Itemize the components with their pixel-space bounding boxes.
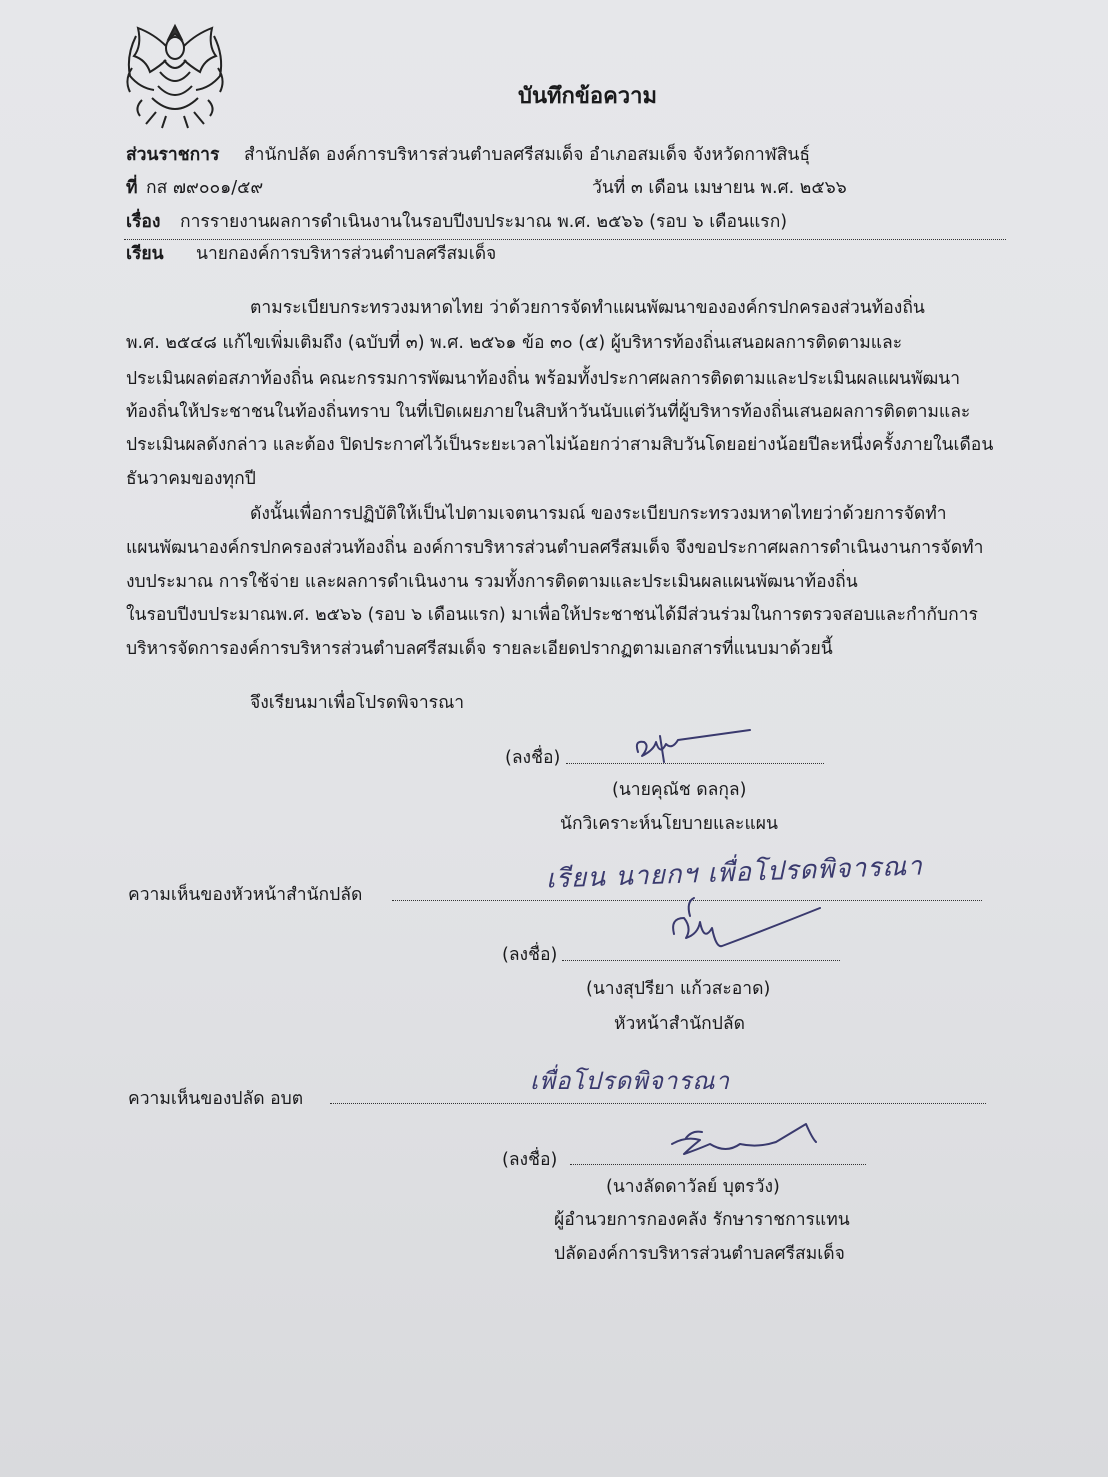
sign-label: (ลงชื่อ) [502,945,558,965]
signer-name: (นายคุณัช ดลกุล) [612,780,747,800]
opinion2-label: ความเห็นของปลัด อบต [128,1089,304,1109]
sign-label: (ลงชื่อ) [502,1150,558,1170]
signature-line [562,960,840,961]
signature-3 [666,1114,826,1164]
signer-name: (นางสุปรียา แก้วสะอาด) [586,979,771,999]
ref-label: ที่ [126,178,138,198]
date-value: วันที่ ๓ เดือน เมษายน พ.ศ. ๒๕๖๖ [592,178,847,198]
memo-title: บันทึกข้อความ [518,84,658,109]
agency-value: สำนักปลัด องค์การบริหารส่วนตำบลศรีสมเด็จ อำเภอสมเด็จ จังหวัดกาฬสินธุ์ [244,145,811,165]
paragraph1-line: พ.ศ. ๒๕๔๘ แก้ไขเพิ่มเติมถึง (ฉบับที่ ๓) พ.ศ. ๒๕๖๑ ข้อ ๓๐ (๕) ผู้บริหารท้องถิ่นเสนอผลการติดตามและ [126,333,903,353]
ref-value: กส ๗๙๐๐๑/๕๙ [146,178,264,198]
paragraph1-line: ตามระเบียบกระทรวงมหาดไทย ว่าด้วยการจัดทำแผนพัฒนาขององค์กรปกครองส่วนท้องถิ่น [250,298,925,318]
garuda-emblem-icon [116,16,234,134]
opinion1-handwriting: เรียน นายกฯ เพื่อโปรดพิจารณา [545,851,924,895]
paragraph2-line: ในรอบปีงบประมาณพ.ศ. ๒๕๖๖ (รอบ ๖ เดือนแรก) มาเพื่อให้ประชาชนได้มีส่วนร่วมในการตรวจสอบและกำกับการ [126,605,978,625]
signer-position: หัวหน้าสำนักปลัด [614,1014,745,1034]
to-value: นายกองค์การบริหารส่วนตำบลศรีสมเด็จ [196,244,497,264]
paragraph2-line: ดังนั้นเพื่อการปฏิบัติให้เป็นไปตามเจตนารมณ์ ของระเบียบกระทรวงมหาดไทยว่าด้วยการจัดทำ [250,504,947,524]
opinion2-handwriting: เพื่อโปรดพิจารณา [530,1067,731,1095]
paragraph1-line: ธันวาคมของทุกปี [126,469,256,489]
paragraph1-line: ประเมินผลดังกล่าว และต้อง ปิดประกาศไว้เป็นระยะเวลาไม่น้อยกว่าสามสิบวันโดยอย่างน้อยปีละหนึ่งครั้งภายในเดือน [126,435,994,455]
opinion1-label: ความเห็นของหัวหน้าสำนักปลัด [128,885,363,905]
signer-position-line1: ผู้อำนวยการกองคลัง รักษาราชการแทน [554,1210,850,1230]
opinion2-line [330,1103,986,1104]
paragraph2-line: บริหารจัดการองค์การบริหารส่วนตำบลศรีสมเด็จ รายละเอียดปรากฏตามเอกสารที่แนบมาด้วยนี้ [126,639,833,659]
subject-value: การรายงานผลการดำเนินงานในรอบปีงบประมาณ พ.ศ. ๒๕๖๖ (รอบ ๖ เดือนแรก) [180,212,788,232]
sign-label: (ลงชื่อ) [505,748,561,768]
paragraph1-line: ประเมินผลต่อสภาท้องถิ่น คณะกรรมการพัฒนาท้องถิ่น พร้อมทั้งประกาศผลการติดตามและประเมินผลแผนพัฒนา [126,369,961,389]
signature-2 [660,888,830,960]
signature-1 [620,722,760,772]
signature-line [570,1164,866,1165]
signer-position: นักวิเคราะห์นโยบายและแผน [560,814,778,834]
to-label: เรียน [126,244,164,264]
subject-label: เรื่อง [126,212,161,232]
header-divider [124,239,1006,240]
signer-name: (นางลัดดาวัลย์ บุตรวัง) [606,1177,780,1197]
paragraph1-line: ท้องถิ่นให้ประชาชนในท้องถิ่นทราบ ในที่เปิดเผยภายในสิบห้าวันนับแต่วันที่ผู้บริหารท้องถิ่นเสนอผลการติดตามและ [126,402,971,422]
closing-text: จึงเรียนมาเพื่อโปรดพิจารณา [250,693,465,713]
signer-position-line2: ปลัดองค์การบริหารส่วนตำบลศรีสมเด็จ [554,1244,845,1264]
agency-label: ส่วนราชการ [126,145,220,165]
paragraph2-line: งบประมาณ การใช้จ่าย และผลการดำเนินงาน รวมทั้งการติดตามและประเมินผลแผนพัฒนาท้องถิ่น [126,572,858,592]
paragraph2-line: แผนพัฒนาองค์กรปกครองส่วนท้องถิ่น องค์การบริหารส่วนตำบลศรีสมเด็จ จึงขอประกาศผลการดำเนินงานการจัดทำ [126,538,984,558]
